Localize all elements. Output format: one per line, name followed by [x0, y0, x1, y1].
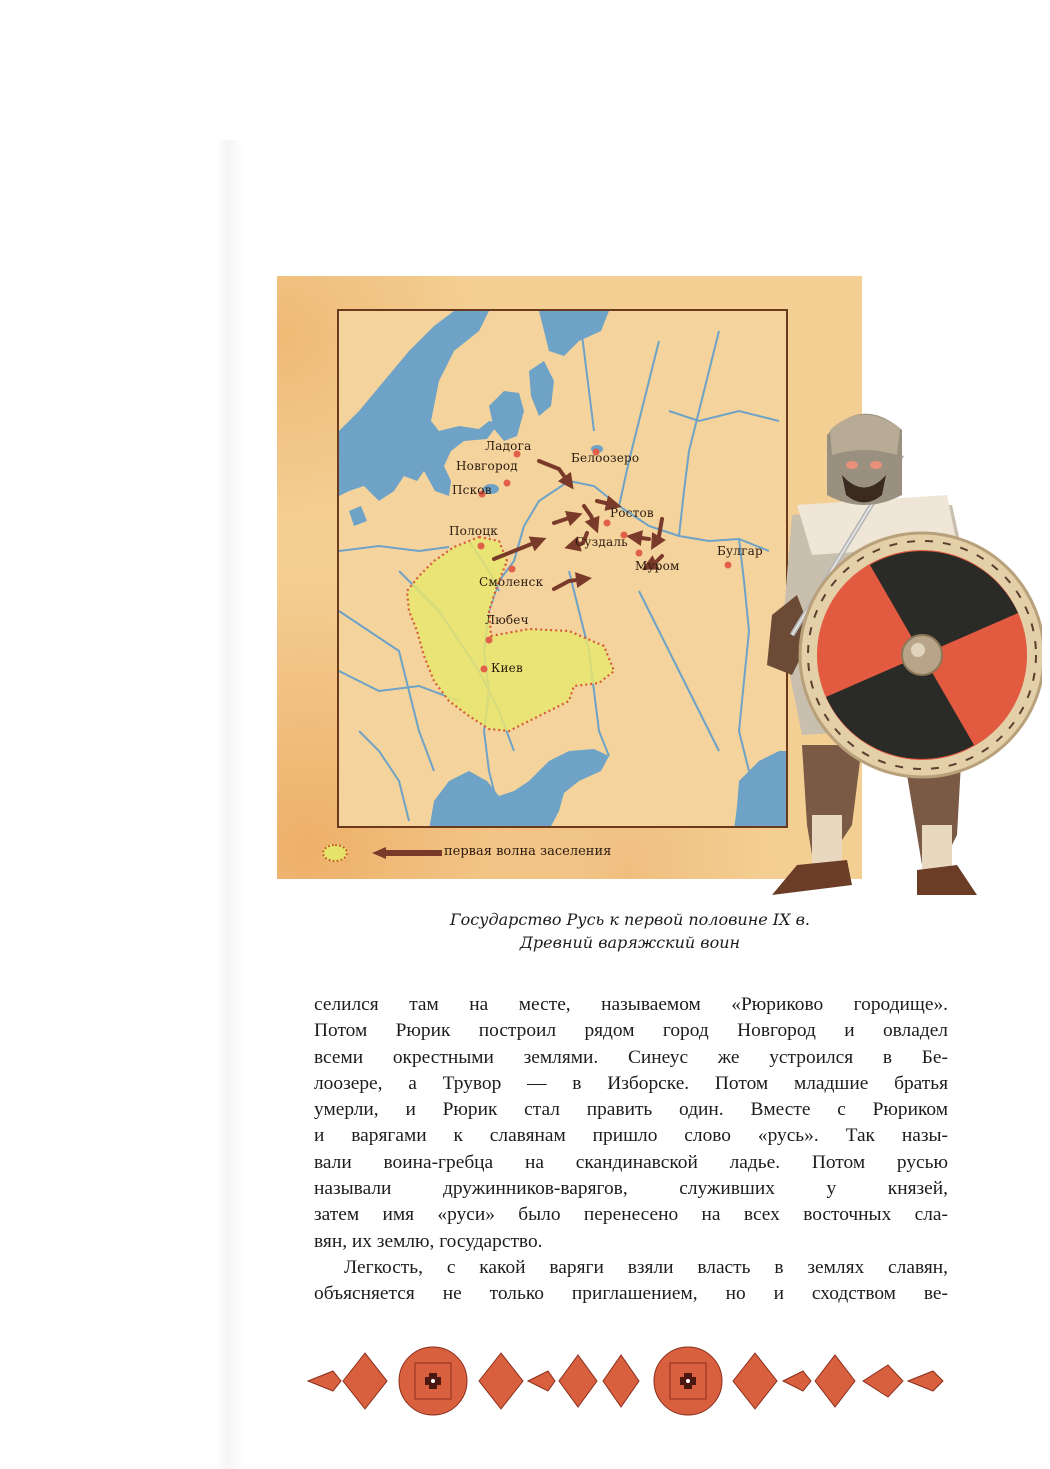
migration-arrow-icon: [372, 847, 442, 859]
lake-onega: [529, 361, 554, 416]
map-legend: [322, 841, 702, 865]
text-line: объясняется не только приглашением, но и сходством ве-: [314, 1283, 948, 1305]
city-label-smolensk: Смоленск: [479, 575, 544, 589]
legend-label: первая волна заселения: [444, 844, 612, 859]
text-line: Потом Рюрик построил рядом город Новгород и овладел: [314, 1020, 948, 1042]
lake-ladoga: [489, 391, 524, 441]
territory-swatch-icon: [322, 844, 348, 862]
text-line: лоозере, а Трувор — в Изборске. Потом младшие братья: [314, 1072, 948, 1094]
text-line: вали воина-гребца на скандинавской ладье. Потом русью: [314, 1151, 948, 1173]
slavic-knot-ornament-icon: [303, 1343, 948, 1418]
city-label-polotsk: Полоцк: [449, 524, 498, 538]
varangian-warrior-icon: [752, 395, 1042, 905]
text-line-paragraph-start: Легкость, с какой варяги взяли власть в землях славян,: [344, 1256, 948, 1278]
city-label-beloozero: Белоозеро: [571, 451, 640, 465]
text-line: вян, их землю, государство.: [314, 1230, 543, 1252]
text-line: умерли, и Рюрик стал править один. Вместе с Рюриком: [314, 1099, 948, 1121]
figure-caption: [300, 908, 960, 954]
historical-map: [337, 309, 788, 828]
city-label-novgorod: Новгород: [456, 459, 518, 473]
page-gutter-shadow: [215, 140, 245, 1469]
city-label-bulgar: Булгар: [717, 544, 763, 558]
text-line: затем имя «руси» было перенесено на всех восточных сла-: [314, 1204, 948, 1226]
city-label-lyubech: Любеч: [485, 613, 529, 627]
city-label-rostov: Ростов: [610, 506, 654, 520]
ornament-unit-1: [308, 1347, 597, 1415]
caption-line-2: Древний варяжский воин: [519, 933, 741, 952]
text-line: селился там на месте, называемом «Рюриково городище».: [314, 994, 948, 1015]
text-line: называли дружинников-варягов, служивших у князей,: [314, 1178, 948, 1200]
city-label-suzdal: Суздаль: [575, 535, 628, 549]
city-label-pskov: Псков: [452, 483, 492, 497]
city-label-kiev: Киев: [491, 661, 523, 675]
map-geography: [339, 311, 788, 828]
body-text: [314, 992, 948, 1308]
text-line: и варягами к славянам пришло слово «русь». Так назы-: [314, 1125, 948, 1147]
city-label-ladoga: Ладога: [485, 439, 532, 453]
white-sea: [539, 311, 609, 356]
caption-line-1: Государство Русь к первой половине IX в.: [449, 910, 810, 929]
city-label-murom: Муром: [635, 559, 680, 573]
text-line: всеми окрестными землями. Синеус же устроился в Бе-: [314, 1046, 948, 1068]
ornament-unit-2: [603, 1347, 943, 1415]
